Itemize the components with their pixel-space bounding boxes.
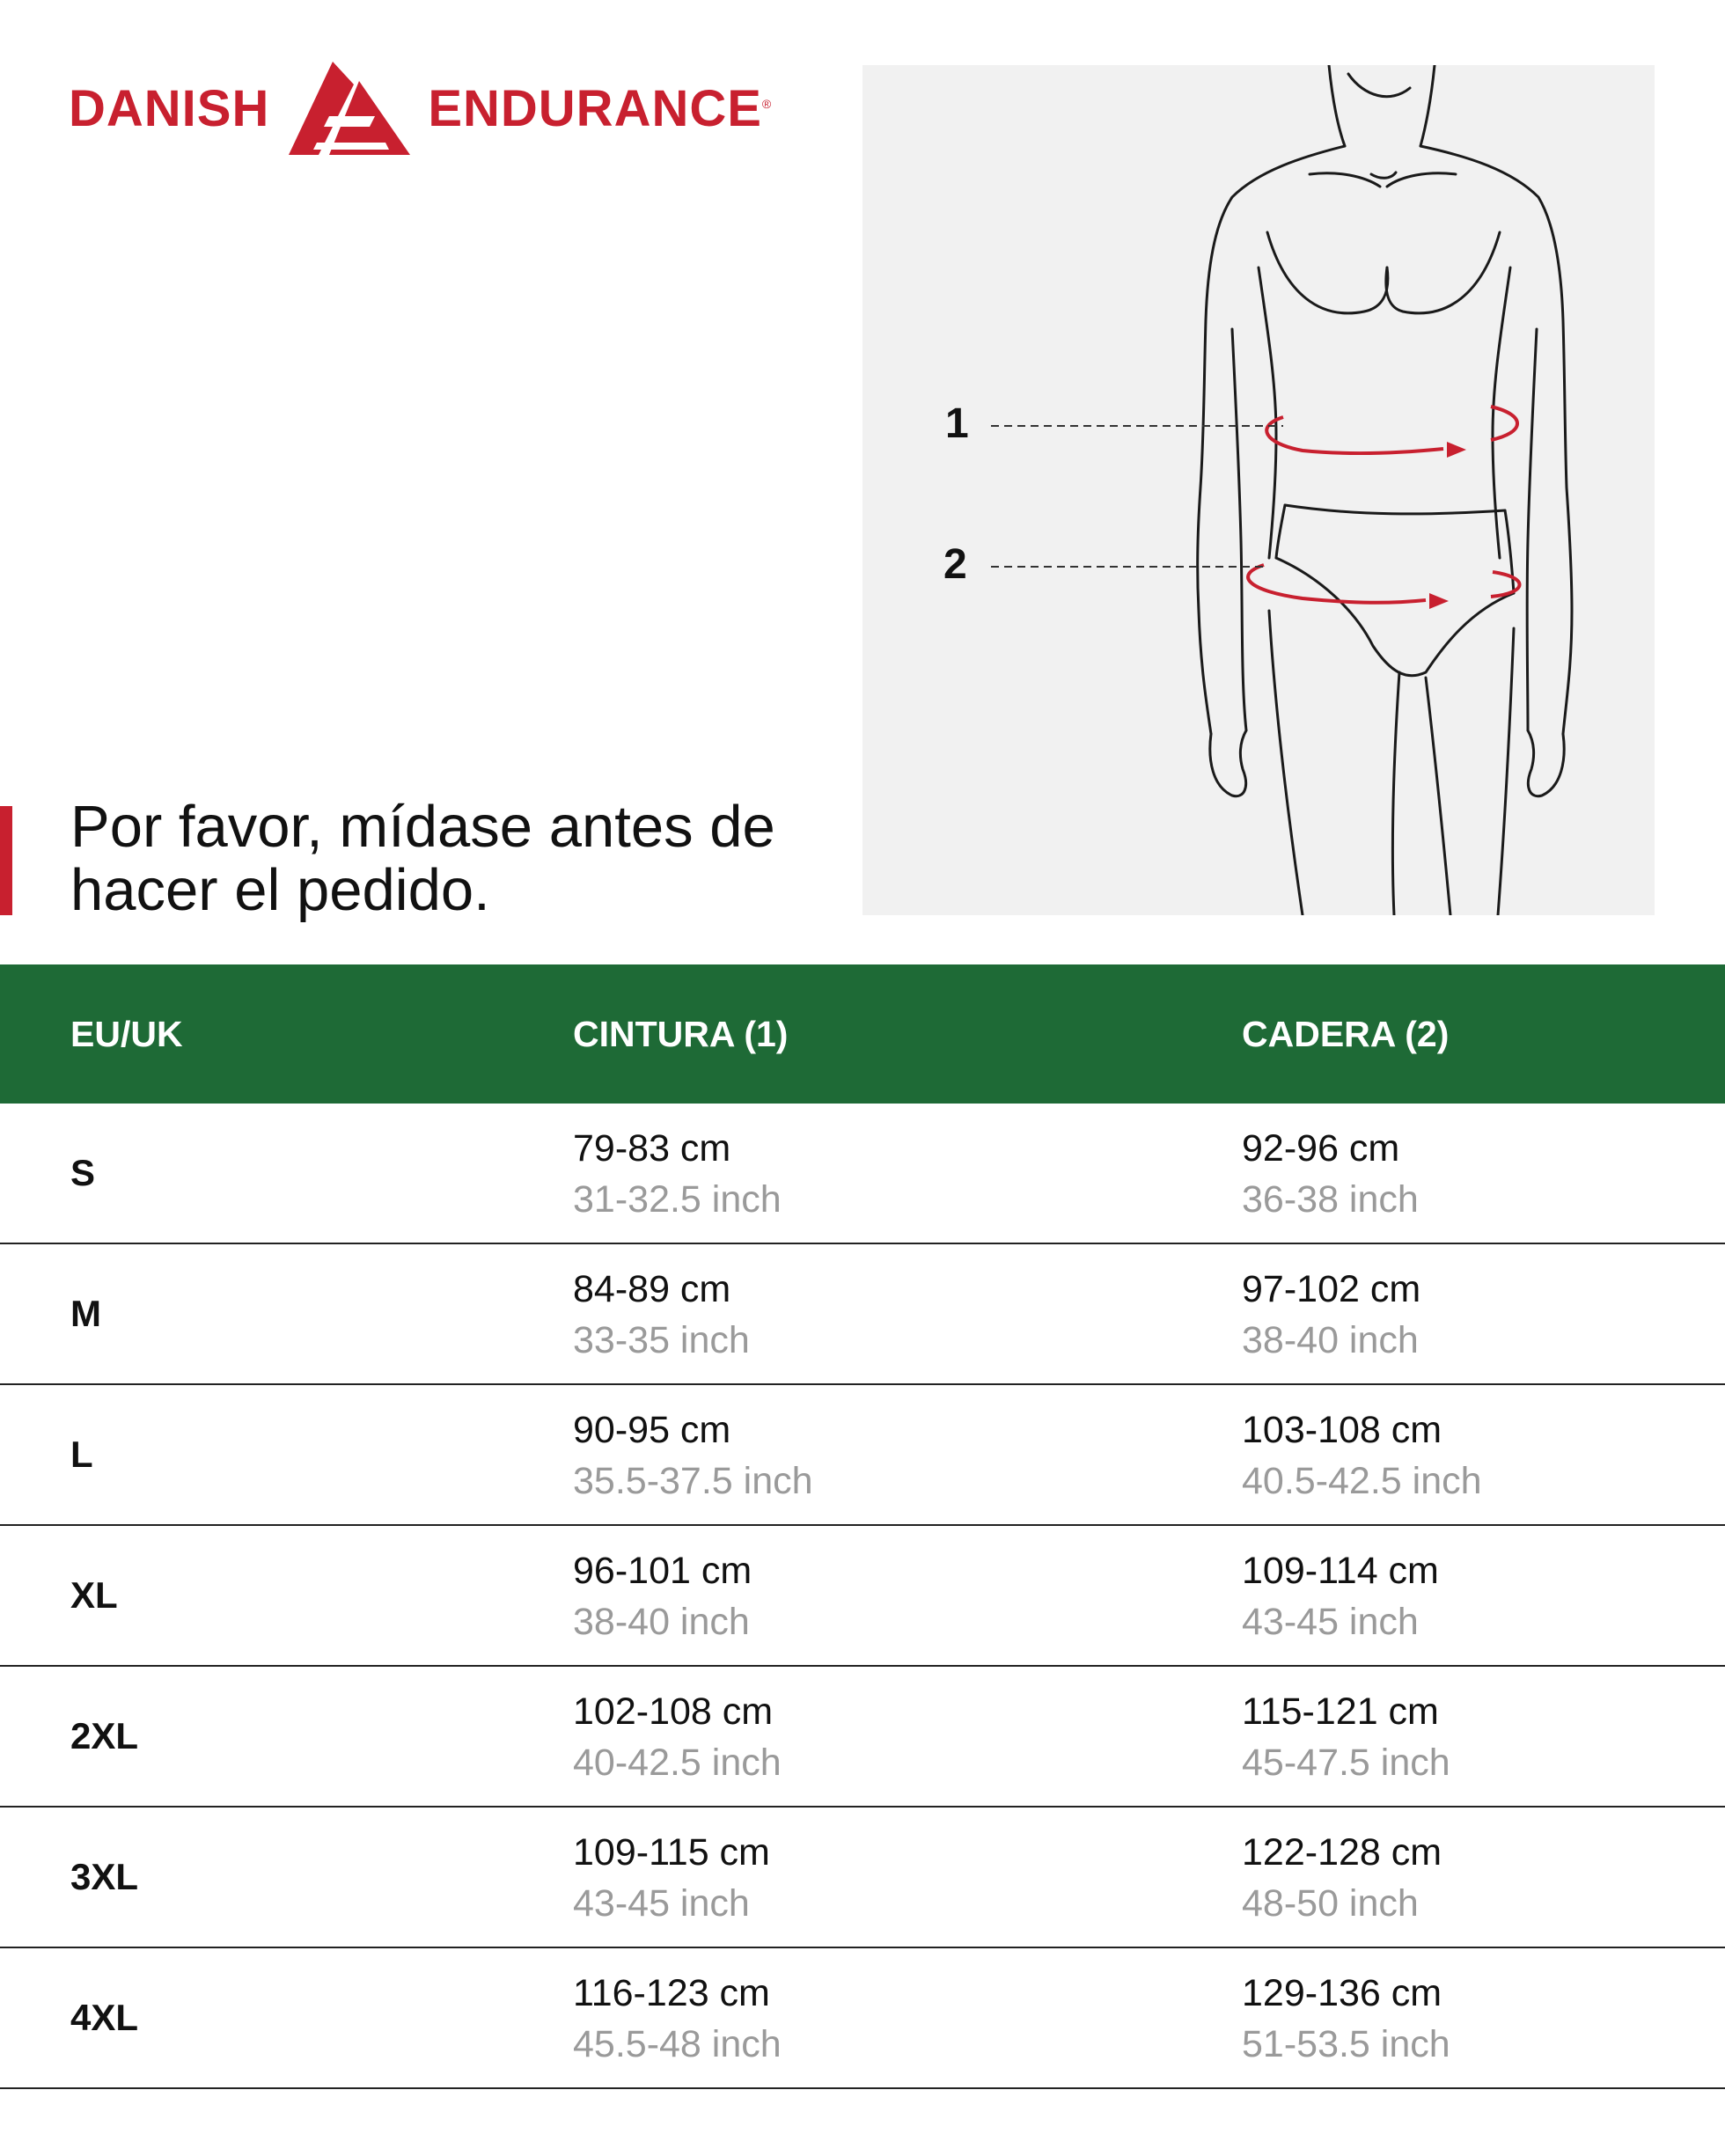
waist-cm: 90-95 cm xyxy=(573,1409,731,1451)
size-chart-table xyxy=(0,964,1725,2089)
hip-cell xyxy=(1242,1686,1450,1788)
hip-cell xyxy=(1242,1827,1442,1929)
waist-cell xyxy=(573,1123,782,1225)
waist-cell xyxy=(573,1545,752,1647)
size-label: S xyxy=(70,1152,96,1193)
table-row xyxy=(0,1104,1725,1244)
header-size: EU/UK xyxy=(70,1013,183,1054)
table-row xyxy=(0,1526,1725,1667)
marker-1: 1 xyxy=(945,400,969,447)
size-label: 2XL xyxy=(70,1715,139,1756)
marker-2: 2 xyxy=(943,541,967,588)
waist-cm: 84-89 cm xyxy=(573,1268,731,1310)
waist-inch: 38-40 inch xyxy=(573,1601,750,1643)
hip-cm: 122-128 cm xyxy=(1242,1831,1442,1874)
waist-inch: 43-45 inch xyxy=(573,1882,750,1925)
waist-cm: 116-123 cm xyxy=(573,1972,770,2014)
headline-accent-bar xyxy=(0,806,12,915)
male-body-figure-icon xyxy=(862,65,1655,915)
waist-cm: 109-115 cm xyxy=(573,1831,770,1874)
mountain-logo-icon xyxy=(278,62,419,155)
size-label: XL xyxy=(70,1574,118,1616)
page-headline: Por favor, mídase antes de hacer el pedido. xyxy=(70,794,775,923)
waist-inch: 33-35 inch xyxy=(573,1319,750,1361)
hip-cm: 109-114 cm xyxy=(1242,1550,1439,1592)
hip-inch: 51-53.5 inch xyxy=(1242,2023,1450,2065)
hip-cm: 97-102 cm xyxy=(1242,1268,1421,1310)
hip-inch: 43-45 inch xyxy=(1242,1601,1419,1643)
waist-cell xyxy=(573,1404,813,1507)
waist-inch: 35.5-37.5 inch xyxy=(573,1460,813,1502)
waist-cm: 79-83 cm xyxy=(573,1127,731,1170)
hip-inch: 38-40 inch xyxy=(1242,1319,1419,1361)
header-hip: CADERA (2) xyxy=(1242,1013,1450,1054)
hip-inch: 36-38 inch xyxy=(1242,1178,1419,1221)
waist-cell xyxy=(573,1686,782,1788)
hip-cell xyxy=(1242,1968,1450,2070)
hip-cell xyxy=(1242,1545,1439,1647)
hip-cell xyxy=(1242,1123,1419,1225)
table-row xyxy=(0,1948,1725,2089)
hip-cell xyxy=(1242,1404,1482,1507)
table-row xyxy=(0,1667,1725,1808)
table-row xyxy=(0,1244,1725,1385)
hip-cm: 103-108 cm xyxy=(1242,1409,1442,1451)
hip-inch: 48-50 inch xyxy=(1242,1882,1419,1925)
brand-logo xyxy=(69,62,771,155)
size-label: 3XL xyxy=(70,1856,139,1897)
size-label: 4XL xyxy=(70,1997,139,2038)
hip-cell xyxy=(1242,1264,1420,1366)
hip-cm: 92-96 cm xyxy=(1242,1127,1400,1170)
size-label: M xyxy=(70,1293,101,1334)
waist-cell xyxy=(573,1827,770,1929)
hip-inch: 45-47.5 inch xyxy=(1242,1742,1450,1784)
table-row xyxy=(0,1808,1725,1948)
waist-inch: 40-42.5 inch xyxy=(573,1742,782,1784)
registered-mark: ® xyxy=(761,97,772,111)
waist-inch: 45.5-48 inch xyxy=(573,2023,782,2065)
table-header-row xyxy=(0,964,1725,1104)
table-row xyxy=(0,1385,1725,1526)
waist-cell xyxy=(573,1968,782,2070)
hip-cm: 115-121 cm xyxy=(1242,1690,1439,1733)
waist-cm: 102-108 cm xyxy=(573,1690,774,1733)
body-measurement-illustration xyxy=(862,65,1655,915)
hip-cm: 129-136 cm xyxy=(1242,1972,1442,2014)
brand-right-word: ENDURANCE xyxy=(428,79,762,137)
brand-left-word: DANISH xyxy=(69,79,270,137)
size-label: L xyxy=(70,1434,93,1475)
hip-inch: 40.5-42.5 inch xyxy=(1242,1460,1482,1502)
waist-inch: 31-32.5 inch xyxy=(573,1178,782,1221)
waist-cm: 96-101 cm xyxy=(573,1550,752,1592)
header-waist: CINTURA (1) xyxy=(573,1013,789,1054)
waist-cell xyxy=(573,1264,750,1366)
